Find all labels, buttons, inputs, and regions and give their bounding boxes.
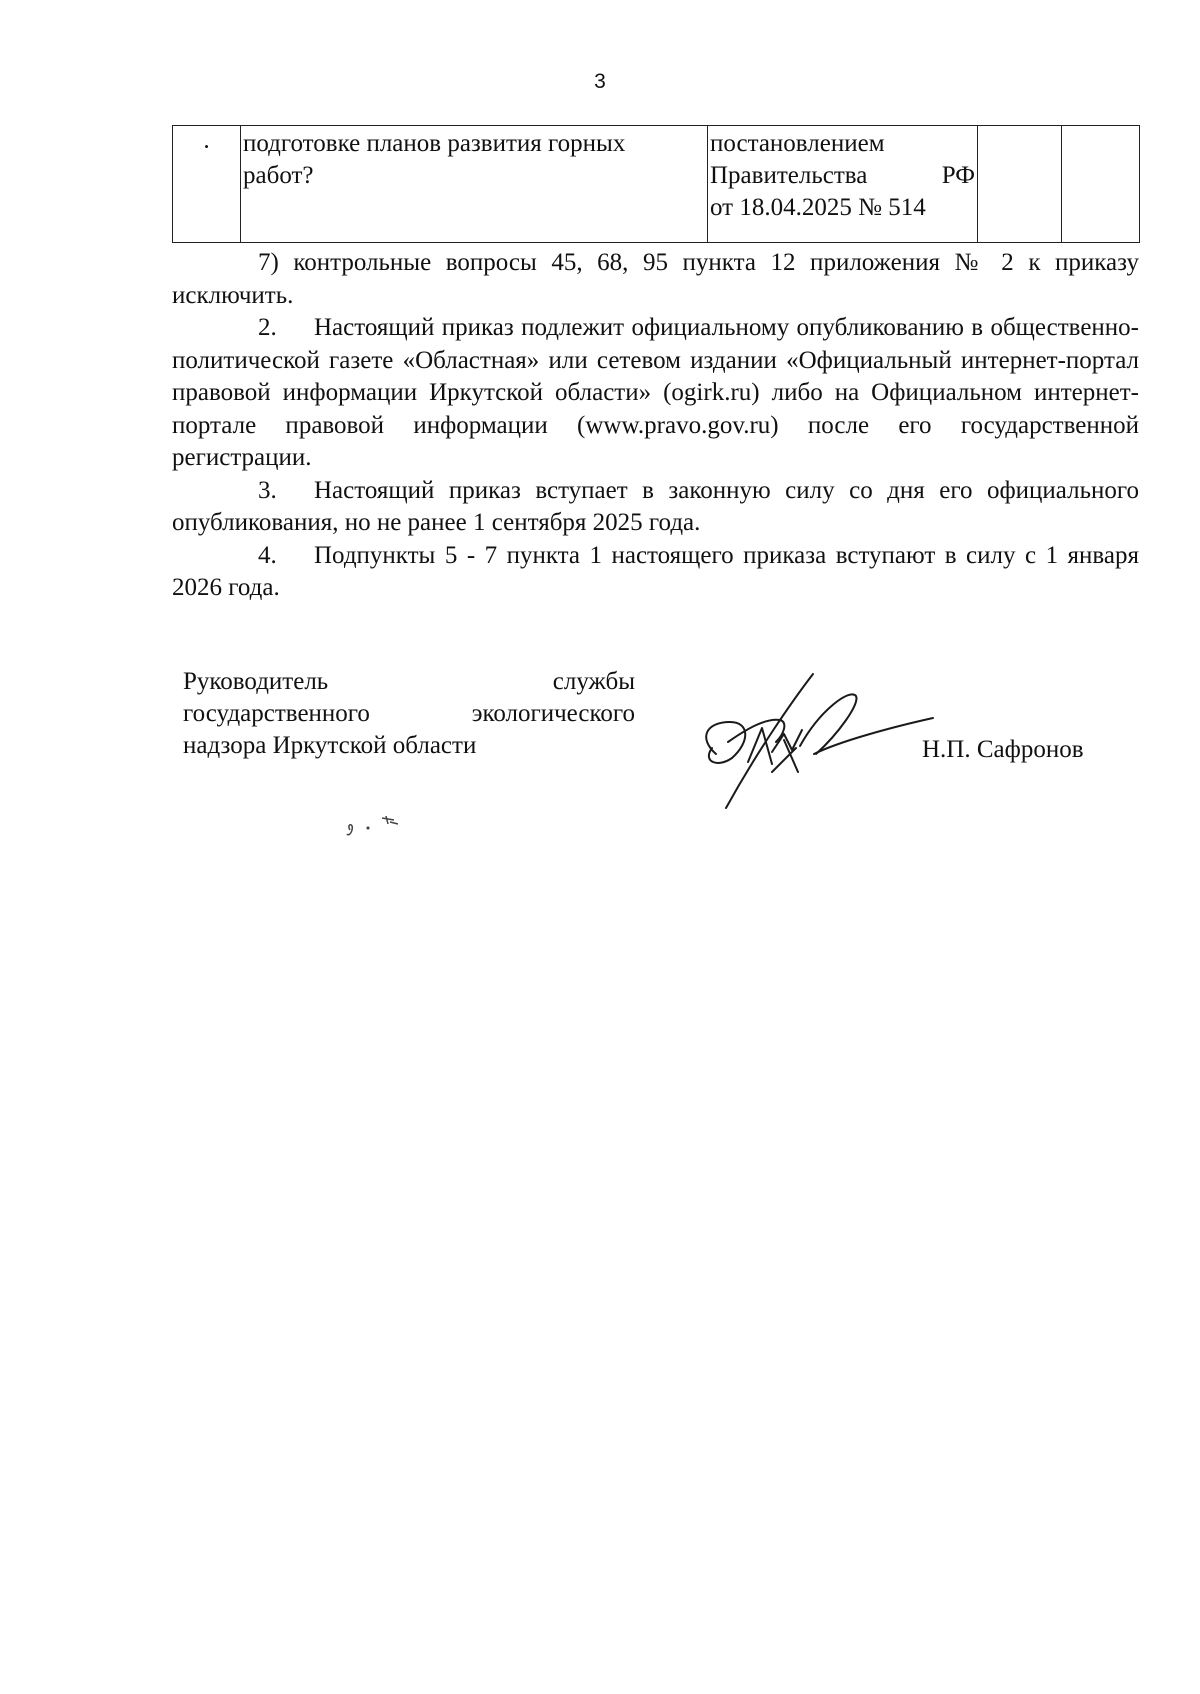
signer-title	[183, 666, 635, 762]
question-line: подготовке планов развития горных	[243, 130, 626, 157]
signer-name: Н.П. Сафронов	[922, 736, 1084, 763]
order-text	[172, 247, 1139, 605]
question-line: работ?	[243, 162, 314, 189]
table-cell-question	[241, 126, 708, 243]
page-number: 3	[594, 70, 606, 93]
scan-mark-icon	[342, 810, 412, 840]
reference-line: постановлением	[710, 130, 885, 157]
table-cell-empty	[978, 126, 1062, 243]
signer-title-line: государственного экологического	[183, 700, 635, 727]
signer-title-line: надзора Иркутской области	[183, 732, 477, 759]
handwritten-signature-icon	[688, 670, 938, 810]
table-cell-empty	[1062, 126, 1140, 243]
paragraph-item-7: 7) контрольные вопросы 45, 68, 95 пункта 12 приложения № 2 к приказу исключить.	[172, 249, 1139, 309]
paragraph-2	[172, 312, 1139, 475]
paragraph-text: Подпункты 5 - 7 пункта 1 настоящего приказа вступают в силу с 1 января 2026 года.	[172, 541, 1139, 601]
table-row	[173, 126, 1140, 243]
requirements-table	[172, 125, 1140, 243]
paragraph-text: Настоящий приказ подлежит официальному опубликованию в общественно-политической газете «Областная» или сетевом издании «Официальный интернет-портал правовой информации Иркутской области» (ogirk.ru) либо на Официальном интернет-портале правовой информации (www.pravo.gov.ru) после его государственной регистрации.	[172, 314, 1139, 471]
reference-line: Правительства РФ	[710, 162, 975, 189]
paragraph-number: 4.	[258, 541, 277, 569]
signer-title-line: Руководитель службы	[183, 668, 635, 695]
reference-line: от 18.04.2025 № 514	[710, 194, 926, 221]
paragraph-number: 3.	[258, 476, 277, 504]
paragraph-4	[172, 540, 1139, 605]
paragraph-3	[172, 475, 1139, 540]
table-cell-number: ·	[173, 126, 241, 243]
paragraph-number: 2.	[258, 314, 277, 341]
table-cell-reference	[708, 126, 978, 243]
paragraph-text: Настоящий приказ вступает в законную силу со дня его официального опубликования, но не ранее 1 сентября 2025 года.	[172, 476, 1139, 536]
